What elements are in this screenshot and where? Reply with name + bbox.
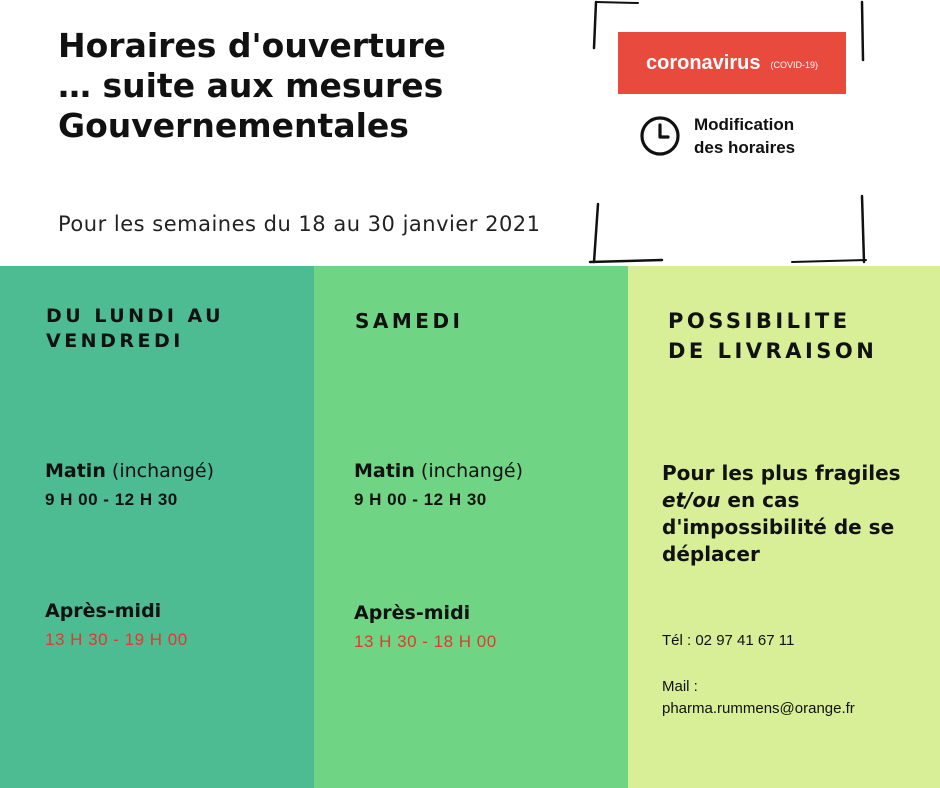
saturday-morning-note: (inchangé) — [420, 460, 523, 482]
delivery-mail-label: Mail : — [662, 678, 698, 695]
notice-line-1: Modification — [694, 115, 795, 134]
saturday-afternoon-slot — [354, 600, 614, 654]
weekdays-column — [0, 266, 314, 788]
covid-word: coronavirus — [646, 51, 761, 74]
coronavirus-banner — [618, 32, 846, 94]
weekdays-afternoon-slot — [45, 598, 305, 652]
delivery-text-part-2: en cas d'impossibilité de se déplacer — [662, 488, 895, 566]
title-line-3: Gouvernementales — [58, 106, 409, 145]
delivery-text-part-1: Pour les plus fragiles — [662, 461, 901, 485]
weekdays-morning-hours: 9 H 00 - 12 H 30 — [45, 490, 178, 509]
weekdays-afternoon-hours: 13 H 30 - 19 H 00 — [45, 630, 188, 649]
title-line-2: … suite aux mesures — [58, 66, 444, 105]
weekdays-heading-line-1: DU LUNDI AU — [46, 305, 225, 327]
saturday-column — [314, 266, 628, 788]
weekdays-afternoon-label: Après-midi — [45, 600, 162, 622]
delivery-phone: Tél : 02 97 41 67 11 — [662, 632, 795, 649]
delivery-mail — [662, 676, 938, 720]
weekdays-morning-label: Matin — [45, 460, 106, 482]
delivery-description — [662, 460, 940, 568]
page-title — [58, 26, 578, 146]
delivery-column — [628, 266, 940, 788]
covid-tag: (COVID-19) — [770, 59, 818, 70]
saturday-morning-label: Matin — [354, 460, 415, 482]
weekdays-morning-note: (inchangé) — [111, 460, 214, 482]
weekdays-heading-line-2: VENDREDI — [46, 330, 184, 352]
weekdays-heading — [46, 304, 306, 354]
delivery-text-italic: et/ou — [662, 488, 721, 512]
period-subtitle: Pour les semaines du 18 au 30 janvier 2021 — [58, 212, 541, 236]
saturday-afternoon-hours: 13 H 30 - 18 H 00 — [354, 632, 497, 651]
delivery-mail-value: pharma.rummens@orange.fr — [662, 700, 855, 717]
delivery-heading — [668, 306, 938, 366]
delivery-heading-line-1: POSSIBILITE — [668, 309, 851, 333]
schedule-columns — [0, 266, 940, 788]
clock-icon — [638, 114, 682, 158]
delivery-heading-line-2: DE LIVRAISON — [668, 339, 878, 363]
saturday-afternoon-label: Après-midi — [354, 602, 471, 624]
saturday-heading: SAMEDI — [355, 309, 464, 333]
schedule-change-notice — [694, 113, 795, 159]
saturday-morning-slot — [354, 458, 614, 512]
saturday-morning-hours: 9 H 00 - 12 H 30 — [354, 490, 487, 509]
weekdays-morning-slot — [45, 458, 305, 512]
title-line-1: Horaires d'ouverture — [58, 26, 446, 65]
notice-line-2: des horaires — [694, 138, 796, 157]
